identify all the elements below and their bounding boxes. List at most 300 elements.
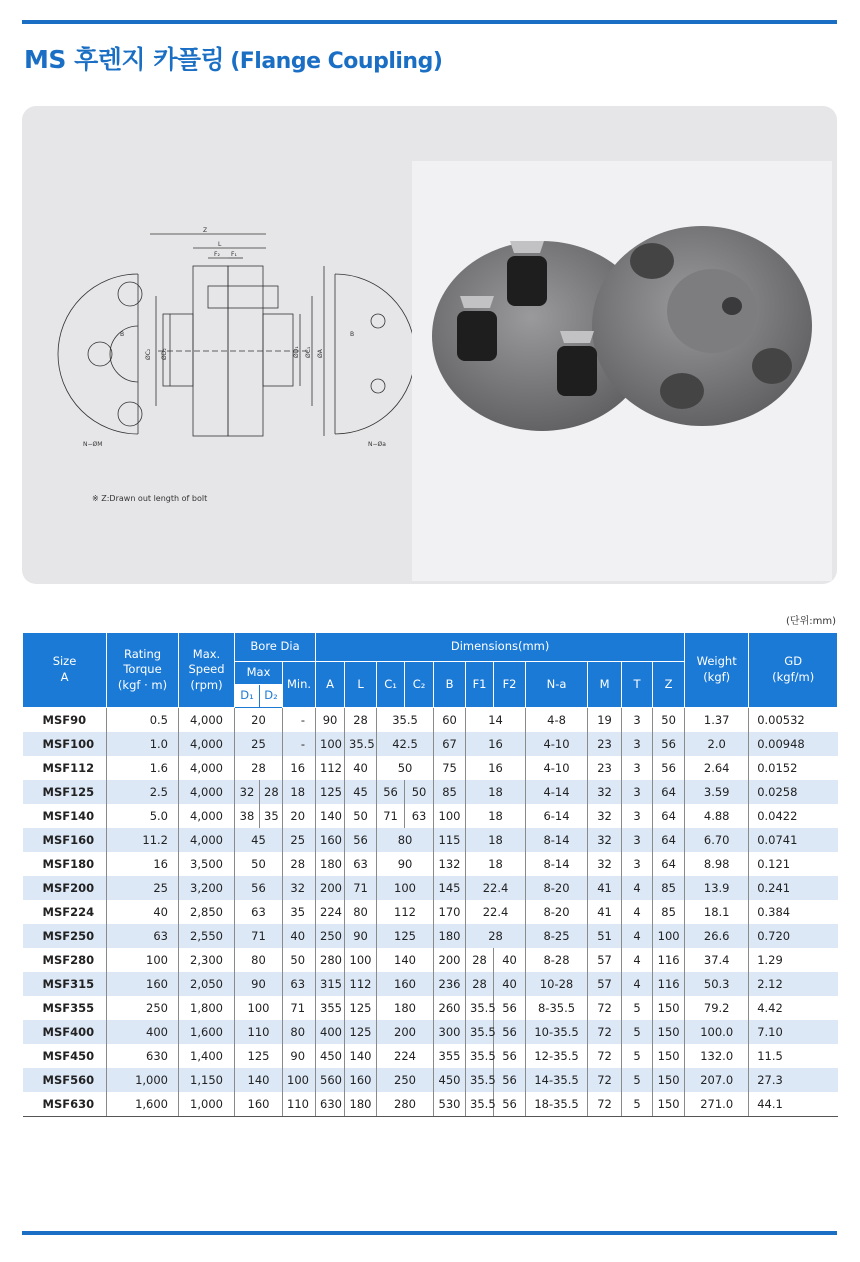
label-f2: F₂ [214, 251, 220, 258]
cell-z: 150 [653, 996, 685, 1020]
cell-min: 32 [283, 876, 316, 900]
table-row [23, 1092, 838, 1117]
cell-f2: 56 [494, 1068, 526, 1092]
cell-l: 125 [345, 996, 377, 1020]
table-row [23, 972, 838, 996]
cell-l: 45 [345, 780, 377, 804]
cell-f2: 40 [494, 972, 526, 996]
cell-z: 150 [653, 1020, 685, 1044]
cell-m: 72 [588, 1068, 622, 1092]
cell-na: 6-14 [526, 804, 588, 828]
table-row [23, 924, 838, 948]
th-m: M [588, 662, 622, 708]
cell-torque: 40 [107, 900, 179, 924]
cell-weight: 6.70 [685, 828, 749, 852]
table-row [23, 828, 838, 852]
cell-d1: 100 [235, 996, 283, 1020]
cell-speed: 4,000 [179, 756, 235, 780]
cell-c1: 112 [377, 900, 434, 924]
cell-c1: 140 [377, 948, 434, 972]
cell-z: 85 [653, 900, 685, 924]
cell-size: MSF355 [23, 996, 107, 1020]
cell-min: 100 [283, 1068, 316, 1092]
cell-a: 125 [316, 780, 345, 804]
cell-c1: 80 [377, 828, 434, 852]
cell-b: 300 [434, 1020, 466, 1044]
cell-na: 18-35.5 [526, 1092, 588, 1117]
cell-gd: 11.5 [757, 1049, 783, 1063]
label-z: Z [203, 227, 208, 234]
cell-a: 140 [316, 804, 345, 828]
cell-size: MSF315 [23, 972, 107, 996]
cell-torque: 1.0 [107, 732, 179, 756]
hub [667, 269, 757, 353]
title-english: (Flange Coupling) [230, 49, 443, 74]
cell-m: 72 [588, 1092, 622, 1117]
cell-b: 180 [434, 924, 466, 948]
bolt-head-3 [560, 331, 594, 343]
cell-f1: 18 [466, 852, 526, 876]
cell-f1: 18 [466, 828, 526, 852]
bolt-head-1 [510, 241, 544, 253]
drawing-note: ※ Z:Drawn out length of bolt [92, 494, 208, 503]
cell-torque: 250 [107, 996, 179, 1020]
cell-d1: 110 [235, 1020, 283, 1044]
cell-d1: 25 [235, 732, 283, 756]
cell-m: 32 [588, 780, 622, 804]
th-weight: Weight (kgf) [685, 633, 749, 708]
cell-m: 32 [588, 828, 622, 852]
cell-speed: 3,200 [179, 876, 235, 900]
cell-weight: 79.2 [685, 996, 749, 1020]
cell-min: 25 [283, 828, 316, 852]
cell-gd: 0.0741 [749, 828, 838, 852]
cell-d1: 50 [235, 852, 283, 876]
th-z: Z [653, 662, 685, 708]
cell-f1: 35.5 [466, 1020, 494, 1044]
cell-weight: 207.0 [685, 1068, 749, 1092]
cell-speed: 1,000 [179, 1092, 235, 1117]
cell-gd: 0.00948 [749, 732, 838, 756]
bushing-1 [507, 256, 547, 306]
cell-min: 28 [283, 852, 316, 876]
cell-torque: 0.5 [107, 708, 179, 733]
cell-f2: 56 [494, 1092, 526, 1117]
cell-weight: 3.59 [685, 780, 749, 804]
cell-z: 56 [653, 756, 685, 780]
cell-m: 72 [588, 996, 622, 1020]
cell-t: 4 [622, 972, 653, 996]
table-row [23, 708, 838, 733]
cell-a: 400 [316, 1020, 345, 1044]
cell-na: 8-35.5 [526, 996, 588, 1020]
table-row [23, 900, 838, 924]
cell-min: 71 [283, 996, 316, 1020]
cell-weight: 2.64 [685, 756, 749, 780]
cell-d1: 140 [235, 1068, 283, 1092]
cell-f1: 28 [466, 924, 526, 948]
cell-c1: 100 [377, 876, 434, 900]
cell-l: 125 [345, 1020, 377, 1044]
cell-torque: 400 [107, 1020, 179, 1044]
cell-f2: 56 [494, 1044, 526, 1068]
cell-size: MSF160 [23, 828, 107, 852]
cell-b: 530 [434, 1092, 466, 1117]
cell-speed: 4,000 [179, 780, 235, 804]
cell-c1: 56 [377, 780, 405, 804]
cell-m: 32 [588, 852, 622, 876]
th-bore-dia: Bore Dia [235, 633, 316, 662]
cell-speed: 4,000 [179, 732, 235, 756]
cell-gd: 7.10 [749, 1020, 838, 1044]
cell-speed: 2,550 [179, 924, 235, 948]
cell-size: MSF200 [23, 876, 107, 900]
top-rule [22, 20, 837, 24]
cell-b: 60 [434, 708, 466, 733]
cell-f1: 35.5 [466, 1092, 494, 1117]
label-b-right: B [350, 331, 355, 338]
bushing-2 [457, 311, 497, 361]
product-panel [22, 106, 837, 584]
cell-torque: 1,600 [107, 1092, 179, 1117]
cell-c1: 90 [377, 852, 434, 876]
cell-b: 115 [434, 828, 466, 852]
cell-t: 4 [622, 948, 653, 972]
th-size: Size A [23, 633, 107, 708]
cell-c1: 71 [377, 804, 405, 828]
cell-d1: 71 [235, 924, 283, 948]
cell-weight: 18.1 [685, 900, 749, 924]
cell-d1: 63 [235, 900, 283, 924]
cell-m: 57 [588, 948, 622, 972]
table-row [23, 948, 838, 972]
cell-na: 10-28 [526, 972, 588, 996]
cell-c1: 35.5 [377, 708, 434, 733]
cell-speed: 3,500 [179, 852, 235, 876]
cell-speed: 1,800 [179, 996, 235, 1020]
cell-c1: 224 [377, 1044, 434, 1068]
cell-gd: 0.384 [757, 905, 791, 919]
cell-na: 8-14 [526, 852, 588, 876]
cell-speed: 4,000 [179, 708, 235, 733]
table-row [23, 1020, 838, 1044]
table-row [23, 996, 838, 1020]
cell-torque: 1,000 [107, 1068, 179, 1092]
cell-size: MSF112 [23, 756, 107, 780]
cell-d1: 20 [235, 708, 283, 733]
cell-size: MSF224 [23, 900, 107, 924]
th-rating: Rating Torque (kgf · m) [107, 633, 179, 708]
cell-z: 116 [653, 948, 685, 972]
cell-m: 57 [588, 972, 622, 996]
unit-label: (단위:mm) [786, 616, 836, 627]
cell-torque: 63 [107, 924, 179, 948]
cell-min: 40 [283, 924, 316, 948]
cell-z: 100 [653, 924, 685, 948]
cell-na: 4-8 [526, 708, 588, 733]
th-na: N-a [526, 662, 588, 708]
cell-a: 112 [316, 756, 345, 780]
cell-torque: 160 [107, 972, 179, 996]
cell-na: 8-25 [526, 924, 588, 948]
cell-speed: 1,150 [179, 1068, 235, 1092]
cell-d1: 32 [235, 780, 260, 804]
cell-a: 100 [316, 732, 345, 756]
cell-speed: 4,000 [179, 828, 235, 852]
cell-torque: 5.0 [107, 804, 179, 828]
product-photo [412, 161, 832, 581]
cell-gd: 0.0152 [757, 761, 798, 775]
cell-t: 4 [622, 876, 653, 900]
th-max-speed: Max. Speed (rpm) [179, 633, 235, 708]
cell-torque: 630 [107, 1044, 179, 1068]
th-gd: GD (kgf/m) [749, 633, 838, 708]
cell-t: 5 [622, 1092, 653, 1117]
cell-t: 3 [622, 756, 653, 780]
cell-weight: 132.0 [685, 1044, 749, 1068]
table-row [23, 876, 838, 900]
cell-c1: 280 [377, 1092, 434, 1117]
cell-torque: 11.2 [107, 828, 179, 852]
cell-min: 50 [283, 948, 316, 972]
cell-l: 56 [345, 828, 377, 852]
cell-m: 32 [588, 804, 622, 828]
bolt-hole-2 [660, 373, 704, 409]
cell-d1: 160 [235, 1092, 283, 1117]
cell-z: 56 [653, 732, 685, 756]
cell-a: 355 [316, 996, 345, 1020]
cell-l: 40 [345, 756, 377, 780]
th-c1: C₁ [377, 662, 405, 708]
cell-weight: 4.88 [685, 804, 749, 828]
cell-min: - [283, 708, 316, 733]
th-d2: D₂ [260, 685, 283, 708]
cell-z: 64 [653, 852, 685, 876]
label-d1: ØD₁ [293, 346, 300, 358]
cell-t: 5 [622, 996, 653, 1020]
cell-a: 224 [316, 900, 345, 924]
th-c2: C₂ [405, 662, 434, 708]
cell-f1: 18 [466, 780, 526, 804]
cell-m: 19 [588, 708, 622, 733]
cell-b: 75 [434, 756, 466, 780]
cell-a: 450 [316, 1044, 345, 1068]
cell-z: 64 [653, 804, 685, 828]
cell-size: MSF450 [23, 1044, 107, 1068]
cell-l: 71 [345, 876, 377, 900]
cell-m: 72 [588, 1020, 622, 1044]
cell-t: 4 [622, 924, 653, 948]
spec-table-body [23, 708, 838, 1117]
cell-a: 200 [316, 876, 345, 900]
cell-speed: 2,850 [179, 900, 235, 924]
cell-b: 170 [434, 900, 466, 924]
cell-c1: 125 [377, 924, 434, 948]
cell-t: 3 [622, 852, 653, 876]
cell-gd: 4.42 [757, 1001, 783, 1015]
bolt-hole-1 [630, 243, 674, 279]
cell-c2: 50 [405, 780, 434, 804]
cell-f1: 35.5 [466, 996, 494, 1020]
title-korean: MS 후렌지 카플링 [24, 45, 225, 74]
bore-hole [722, 297, 742, 315]
cell-m: 23 [588, 756, 622, 780]
cell-size: MSF630 [23, 1092, 107, 1117]
cell-b: 200 [434, 948, 466, 972]
th-l: L [345, 662, 377, 708]
cell-a: 180 [316, 852, 345, 876]
cell-l: 100 [345, 948, 377, 972]
cell-d1: 125 [235, 1044, 283, 1068]
cell-weight: 37.4 [685, 948, 749, 972]
cell-size: MSF125 [23, 780, 107, 804]
cell-b: 145 [434, 876, 466, 900]
cell-min: 90 [283, 1044, 316, 1068]
cell-a: 250 [316, 924, 345, 948]
cell-min: 20 [283, 804, 316, 828]
cell-z: 150 [653, 1092, 685, 1117]
cell-m: 41 [588, 900, 622, 924]
th-f2: F2 [494, 662, 526, 708]
cell-t: 3 [622, 780, 653, 804]
cell-na: 10-35.5 [526, 1020, 588, 1044]
cell-gd: 0.0422 [757, 809, 798, 823]
cell-speed: 1,400 [179, 1044, 235, 1068]
cell-f2: 56 [494, 1020, 526, 1044]
cell-gd: 2.12 [749, 972, 838, 996]
cell-b: 132 [434, 852, 466, 876]
cell-torque: 2.5 [107, 780, 179, 804]
cell-na: 14-35.5 [526, 1068, 588, 1092]
cell-d2: 28 [260, 780, 283, 804]
cell-l: 35.5 [345, 732, 377, 756]
bushing-3 [557, 346, 597, 396]
cell-weight: 50.3 [685, 972, 749, 996]
cell-b: 85 [434, 780, 466, 804]
cell-l: 80 [345, 900, 377, 924]
cell-a: 560 [316, 1068, 345, 1092]
cell-l: 112 [345, 972, 377, 996]
cell-a: 280 [316, 948, 345, 972]
cell-gd: 0.241 [749, 876, 838, 900]
cell-c2: 63 [405, 804, 434, 828]
cell-t: 5 [622, 1068, 653, 1092]
cell-f2: 40 [494, 948, 526, 972]
cell-l: 28 [345, 708, 377, 733]
table-row [23, 1044, 838, 1068]
cell-f1: 28 [466, 972, 494, 996]
cell-l: 50 [345, 804, 377, 828]
table-row [23, 780, 838, 804]
cell-z: 50 [653, 708, 685, 733]
th-bore-max: Max [235, 662, 283, 685]
cell-na: 8-14 [526, 828, 588, 852]
cell-t: 3 [622, 828, 653, 852]
cell-f1: 35.5 [466, 1044, 494, 1068]
cell-d1: 38 [235, 804, 260, 828]
cell-speed: 1,600 [179, 1020, 235, 1044]
bolt-head-2 [460, 296, 494, 308]
cell-a: 315 [316, 972, 345, 996]
cell-gd: 0.0258 [749, 780, 838, 804]
cell-na: 4-10 [526, 732, 588, 756]
cell-b: 450 [434, 1068, 466, 1092]
cell-size: MSF250 [23, 924, 107, 948]
cell-min: 16 [283, 756, 316, 780]
cell-min: 110 [283, 1092, 316, 1117]
cell-f1: 22.4 [466, 876, 526, 900]
th-a: A [316, 662, 345, 708]
cell-c1: 160 [377, 972, 434, 996]
cell-weight: 2.0 [685, 732, 749, 756]
cell-t: 4 [622, 900, 653, 924]
cell-l: 180 [345, 1092, 377, 1117]
cell-size: MSF180 [23, 852, 107, 876]
cell-m: 23 [588, 732, 622, 756]
cell-a: 630 [316, 1092, 345, 1117]
cell-weight: 8.98 [685, 852, 749, 876]
label-l: L [218, 241, 222, 248]
cell-gd: 0.00532 [757, 713, 805, 727]
cell-na: 8-20 [526, 876, 588, 900]
cell-torque: 25 [107, 876, 179, 900]
cell-t: 3 [622, 708, 653, 733]
cell-min: 35 [283, 900, 316, 924]
th-b: B [434, 662, 466, 708]
cell-size: MSF400 [23, 1020, 107, 1044]
cell-f1: 18 [466, 804, 526, 828]
table-row [23, 852, 838, 876]
cell-size: MSF280 [23, 948, 107, 972]
cell-weight: 1.37 [685, 708, 749, 733]
cell-c1: 200 [377, 1020, 434, 1044]
cell-gd: 1.29 [757, 953, 783, 967]
cell-z: 64 [653, 780, 685, 804]
technical-drawing [38, 146, 423, 576]
cell-b: 260 [434, 996, 466, 1020]
drawing-svg [38, 146, 423, 576]
cell-t: 3 [622, 732, 653, 756]
label-c2: ØC₂ [145, 348, 152, 360]
cell-d2: 35 [260, 804, 283, 828]
cell-d1: 56 [235, 876, 283, 900]
cell-f2: 56 [494, 996, 526, 1020]
cell-na: 4-10 [526, 756, 588, 780]
cell-f1: 28 [466, 948, 494, 972]
cell-min: 63 [283, 972, 316, 996]
label-n-a: N−Øa [368, 441, 386, 448]
cell-torque: 100 [107, 948, 179, 972]
spec-table [22, 632, 838, 1117]
cell-size: MSF100 [23, 732, 107, 756]
cell-b: 236 [434, 972, 466, 996]
table-row [23, 804, 838, 828]
cell-min: 18 [283, 780, 316, 804]
cell-t: 5 [622, 1044, 653, 1068]
cell-speed: 2,050 [179, 972, 235, 996]
cell-d1: 90 [235, 972, 283, 996]
cell-a: 160 [316, 828, 345, 852]
table-row [23, 1068, 838, 1092]
cell-weight: 271.0 [685, 1092, 749, 1117]
cell-z: 116 [653, 972, 685, 996]
cell-gd: 27.3 [749, 1068, 838, 1092]
cell-f1: 16 [466, 732, 526, 756]
cell-l: 63 [345, 852, 377, 876]
cell-f1: 14 [466, 708, 526, 733]
cell-m: 72 [588, 1044, 622, 1068]
label-d2: ØD₂ [161, 348, 168, 360]
